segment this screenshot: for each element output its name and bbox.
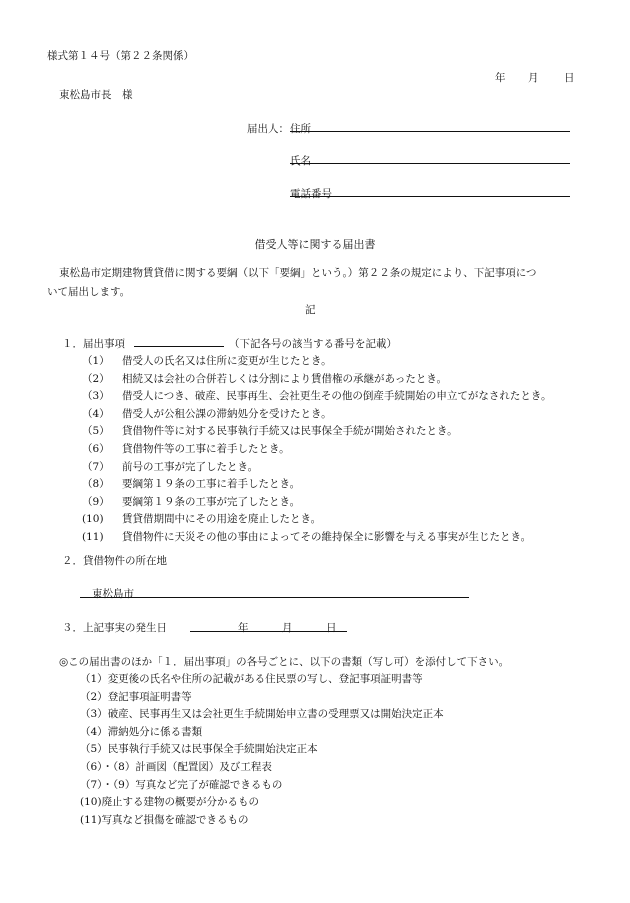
list-item: [80, 777, 282, 792]
name-label: 氏名: [290, 155, 311, 167]
item-text: 廃止する建物の概要が分かるもの: [101, 796, 260, 809]
list-item: [80, 812, 249, 827]
intro-line-1: 東松島市定期建物賃貸借に関する要綱（以下「要綱」という。）第２２条の規定により、下記事項につ: [59, 267, 537, 279]
item-number: （9）: [82, 495, 110, 508]
item-number: （1）: [80, 673, 108, 685]
item-number: (11): [82, 531, 104, 543]
date-month-label: 月: [528, 72, 539, 84]
list-item: [82, 406, 332, 421]
occurrence-day-label: 日: [326, 622, 337, 634]
property-location-field[interactable]: [80, 597, 469, 598]
applicant-prefix: 届出人：: [247, 123, 289, 135]
item-number: （6）・（8）: [80, 761, 136, 773]
item-number: （4）: [82, 407, 110, 420]
item-number: （7）・（9）: [80, 778, 136, 791]
item-text: 借受人につき、破産、民事再生、会社更生その他の倒産手続開始の申立てがなされたとき。: [122, 390, 552, 403]
item-number: （5）: [82, 425, 110, 438]
list-item: [82, 353, 332, 368]
list-item: [82, 388, 551, 403]
item-text: 相続又は会社の合併若しくは分割により賃借権の承継があったとき。: [122, 372, 447, 385]
property-location-value: 東松島市: [92, 588, 134, 600]
item-text: 写真など損傷を確認できるもの: [101, 813, 249, 826]
item-text: 写真など完了が確認できるもの: [135, 778, 283, 791]
item-text: 前号の工事が完了したとき。: [122, 460, 259, 473]
list-item: [82, 529, 531, 544]
item-text: 変更後の氏名や住所の記載がある住民票の写し、登記事項証明書等: [107, 673, 423, 685]
phone-field[interactable]: [290, 196, 570, 197]
item-text: 滞納処分に係る書類: [107, 725, 203, 738]
item-text: 要綱第１９条の工事に着手したとき。: [122, 478, 301, 491]
list-item: [82, 511, 321, 526]
occurrence-date-field[interactable]: [190, 631, 347, 632]
item-text: 賃貸借期間中にその用途を廃止したとき。: [122, 513, 322, 526]
item-number: （2）: [80, 690, 108, 703]
name-field[interactable]: [290, 163, 570, 164]
list-item: [82, 371, 447, 386]
item-number: （4）: [80, 725, 108, 738]
item-number: （2）: [82, 372, 110, 385]
item-number: （3）: [80, 708, 108, 721]
item-number: （6）: [82, 443, 110, 455]
item-text: 貸借物件等に対する民事執行手続又は民事保全手続が開始されたとき。: [122, 425, 458, 438]
list-item: [80, 706, 444, 721]
item-text: 貸借物件等の工事に着手したとき。: [122, 443, 290, 455]
date-year-label: 年: [495, 72, 506, 84]
form-number: 様式第１４号（第２２条関係）: [47, 50, 194, 62]
section3-heading: ３．上記事実の発生日: [62, 622, 167, 634]
item-text: 借受人の氏名又は住所に変更が生じたとき。: [122, 355, 332, 367]
section1-heading: １．届出事項: [62, 338, 125, 350]
addressee: 東松島市長 様: [59, 89, 133, 101]
item-text: 計画図（配置図）及び工程表: [135, 761, 272, 773]
document-title: 借受人等に関する届出書: [254, 238, 376, 251]
intro-line-2: いて届出します。: [47, 286, 131, 298]
list-item: [82, 459, 258, 474]
occurrence-year-label: 年: [238, 622, 249, 634]
item-number: (10): [82, 513, 104, 526]
date-day-label: 日: [564, 72, 575, 84]
section2-heading: ２．貸借物件の所在地: [62, 555, 167, 567]
item-text: 貸借物件に天災その他の事由によってその維持保全に影響を与える事実が生じたとき。: [122, 531, 532, 543]
list-item: [80, 689, 192, 704]
item-number: （5）: [80, 743, 108, 756]
item-number: (10): [80, 796, 102, 809]
list-item: [80, 794, 259, 809]
occurrence-month-label: 月: [282, 622, 293, 634]
list-item: [80, 741, 318, 756]
list-item: [80, 759, 272, 774]
item-number: （8）: [82, 478, 110, 491]
list-item: [80, 724, 202, 739]
notification-item-field[interactable]: [134, 346, 224, 347]
address-field[interactable]: [290, 131, 570, 132]
section1-note: （下記各号の該当する番号を記載）: [229, 338, 397, 350]
ki-marker: 記: [305, 304, 316, 316]
item-text: 破産、民事再生又は会社更生手続開始申立書の受理票又は開始決定正本: [107, 708, 444, 721]
item-text: 要綱第１９条の工事が完了したとき。: [122, 495, 301, 508]
list-item: [82, 423, 458, 438]
item-number: （1）: [82, 355, 110, 367]
attachments-intro: ◎この届出書のほか「１．届出事項」の各号ごとに、以下の書類（写し可）を添付して下さい。: [59, 656, 510, 668]
item-text: 登記事項証明書等: [107, 690, 192, 703]
item-text: 民事執行手続又は民事保全手続開始決定正本: [107, 743, 318, 756]
item-number: (11): [80, 813, 102, 826]
list-item: [80, 671, 423, 686]
list-item: [82, 441, 290, 456]
item-number: （7）: [82, 460, 110, 473]
item-number: （3）: [82, 390, 110, 403]
item-text: 借受人が公租公課の滞納処分を受けたとき。: [122, 407, 332, 420]
list-item: [82, 476, 300, 491]
address-label: 住所: [290, 123, 311, 135]
phone-label: 電話番号: [290, 188, 332, 200]
list-item: [82, 494, 300, 509]
